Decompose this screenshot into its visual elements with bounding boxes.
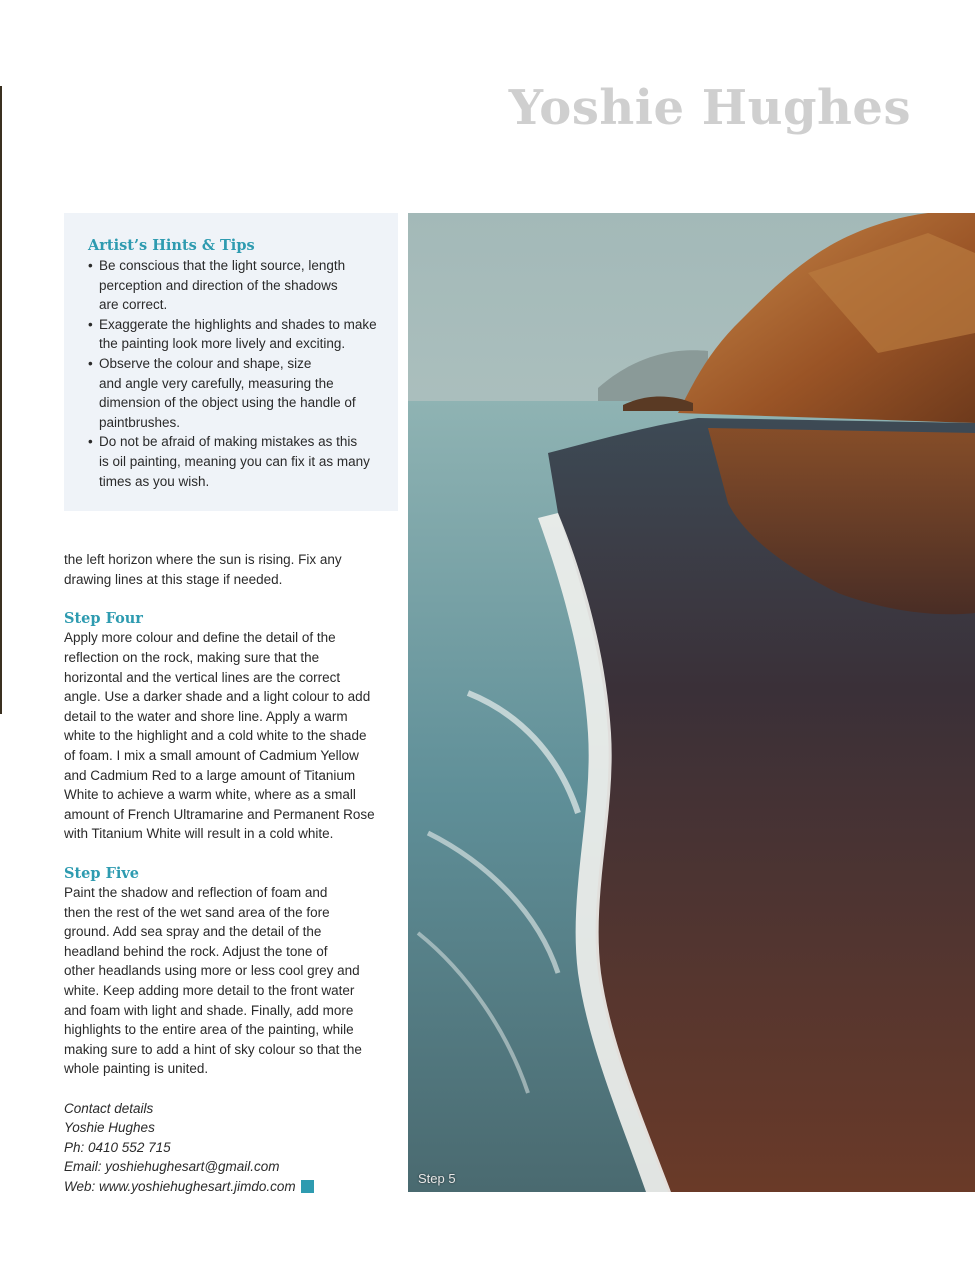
body-line: headland behind the rock. Adjust the tone of: [64, 943, 328, 959]
page-edge-line: [0, 86, 2, 714]
beach-painting: [408, 213, 975, 1192]
step-four-paragraph: [64, 628, 394, 844]
body-line: drawing lines at this stage if needed.: [64, 571, 283, 587]
tip-item: [88, 432, 384, 491]
body-line: Apply more colour and define the detail of the: [64, 630, 336, 646]
tip-line: the painting look more lively and exciting.: [99, 336, 346, 352]
body-line: detail to the water and shore line. Apply a warm: [64, 708, 348, 724]
body-line: horizontal and the vertical lines are the correct: [64, 669, 341, 685]
contact-phone: Ph: 0410 552 715: [64, 1139, 171, 1155]
body-line: making sure to add a hint of sky colour so that the: [64, 1041, 362, 1057]
body-line: angle. Use a darker shade and a light colour to add: [64, 689, 371, 705]
contact-web[interactable]: Web: www.yoshiehughesart.jimdo.com: [64, 1179, 296, 1194]
contact-email[interactable]: Email: yoshiehughesart@gmail.com: [64, 1159, 280, 1175]
page-title: Yoshie Hughes: [508, 80, 911, 136]
tips-box: [64, 213, 398, 511]
body-line: and foam with light and shade. Finally, add more: [64, 1002, 354, 1018]
body-line: white to the highlight and a cold white to the shade: [64, 728, 367, 744]
body-line: of foam. I mix a small amount of Cadmium Yellow: [64, 747, 359, 763]
tip-item: [88, 315, 384, 354]
body-line: ground. Add sea spray and the detail of the: [64, 924, 322, 940]
bullet-icon: •: [88, 355, 93, 371]
contact-details: [64, 1099, 394, 1197]
step-five-paragraph: [64, 883, 394, 1079]
body-line: Paint the shadow and reflection of foam and: [64, 885, 328, 901]
bullet-icon: •: [88, 434, 93, 450]
tip-line: Be conscious that the light source, length: [99, 258, 346, 273]
body-line: then the rest of the wet sand area of the fore: [64, 904, 330, 920]
step-four-heading: Step Four: [64, 609, 143, 627]
body-line: highlights to the entire area of the painting, while: [64, 1022, 354, 1038]
tip-line: paintbrushes.: [99, 414, 181, 430]
tip-line: dimension of the object using the handle of: [99, 395, 356, 411]
body-line: white. Keep adding more detail to the front water: [64, 983, 355, 999]
body-line: with Titanium White will result in a cold white.: [64, 826, 334, 842]
step-five-heading: Step Five: [64, 864, 140, 882]
tip-line: is oil painting, meaning you can fix it as many: [99, 453, 370, 469]
body-line: reflection on the rock, making sure that the: [64, 649, 320, 665]
bullet-icon: •: [88, 258, 93, 273]
contact-name: Yoshie Hughes: [64, 1120, 155, 1136]
body-line: White to achieve a warm white, where as a small: [64, 787, 356, 803]
contact-heading: Contact details: [64, 1100, 154, 1116]
intro-paragraph: [64, 550, 394, 589]
tip-line: Do not be afraid of making mistakes as this: [99, 434, 358, 450]
body-line: amount of French Ultramarine and Permanent Rose: [64, 806, 375, 822]
end-mark-icon: [301, 1180, 314, 1193]
tip-line: are correct.: [99, 297, 168, 313]
tip-item: [88, 256, 384, 315]
article-body: [64, 550, 394, 1197]
tips-title: Artist’s Hints & Tips: [88, 237, 255, 254]
painting-caption: Step 5: [418, 1171, 456, 1186]
tip-line: Observe the colour and shape, size: [99, 355, 312, 371]
bullet-icon: •: [88, 316, 93, 332]
tip-line: perception and direction of the shadows: [99, 277, 338, 293]
body-line: and Cadmium Red to a large amount of Titanium: [64, 767, 356, 783]
tip-line: Exaggerate the highlights and shades to make: [99, 316, 377, 332]
tip-line: and angle very carefully, measuring the: [99, 375, 334, 391]
tip-item: [88, 354, 384, 432]
tips-list: [88, 256, 384, 491]
tip-line: times as you wish.: [99, 473, 210, 489]
body-line: the left horizon where the sun is rising. Fix any: [64, 552, 342, 567]
body-line: whole painting is united.: [64, 1061, 209, 1077]
painting-image: [408, 213, 975, 1192]
body-line: other headlands using more or less cool grey and: [64, 963, 360, 979]
contact-web-line: [64, 1177, 394, 1197]
